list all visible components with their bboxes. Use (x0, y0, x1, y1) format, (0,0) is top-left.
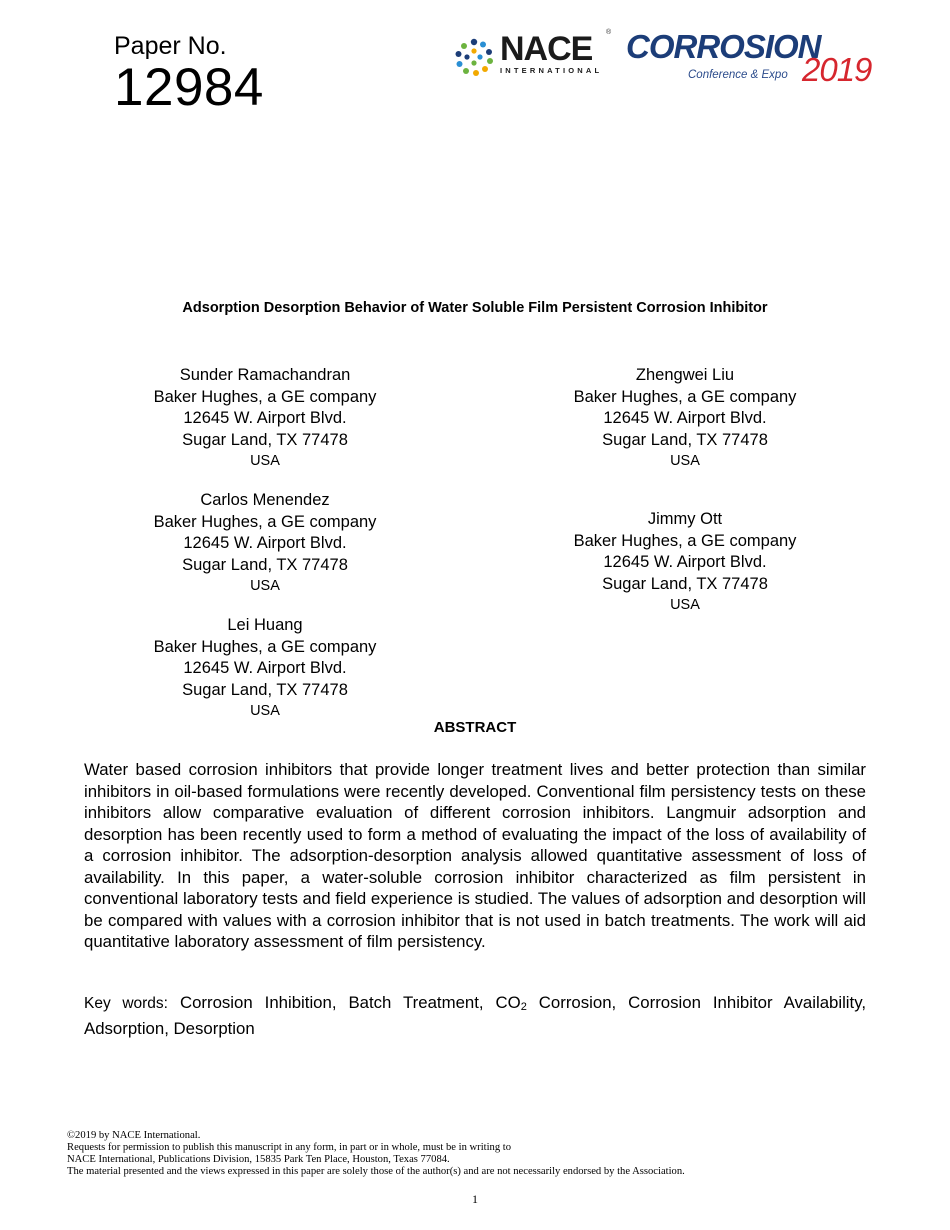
author-name: Jimmy Ott (647, 510, 723, 528)
keywords-subscript: 2 (520, 1001, 527, 1013)
author-block-ramachandran (115, 365, 415, 471)
footer-line: ©2019 by NACE International. (67, 1130, 201, 1141)
author-company: Baker Hughes, a GE company (153, 387, 377, 406)
abstract-text: Water based corrosion inhibitors that provide longer treatment lives and better protection than similar inhibitors in oil-based formulations were recently developed. Conventional film persistency tests on these inhibitors allow comparative evaluation of different corrosion inhibitors. Langmuir adsorption and desorption has been recently used to form a method of evaluating the impact of the loss of availability of a corrosion inhibitor. The adsorption-desorption analysis allowed quantitative assessment of loss of availability. In this paper, a water-soluble corrosion inhibitor characterized as film persistent in conventional laboratory tests and field experience is studied. The values of adsorption and desorption will be compared with values with a corrosion inhibitor that is not used in batch treatments. The work will aid quantitative laboratory assessment of film persistency. (84, 760, 866, 951)
author-country: USA (250, 453, 280, 469)
keywords-label: Key words: (84, 995, 168, 1012)
paper-title: Adsorption Desorption Behavior of Water Soluble Film Persistent Corrosion Inhibitor (182, 300, 768, 316)
corrosion-2019-logo (626, 30, 886, 90)
keywords-text-part2: Corrosion, Corrosion Inhibitor Availability, Adsorption, Desorption (84, 993, 867, 1038)
author-street: 12645 W. Airport Blvd. (183, 409, 347, 427)
author-city: Sugar Land, TX 77478 (602, 430, 768, 449)
footer-line: Requests for permission to publish this manuscript in any form, in part or in whole, must be in writing to (67, 1142, 512, 1153)
nace-logo-subtext: INTERNATIONAL (500, 66, 603, 75)
author-city: Sugar Land, TX 77478 (602, 574, 768, 593)
keywords-text-part1: Corrosion Inhibition, Batch Treatment, CO (179, 993, 521, 1012)
author-street: 12645 W. Airport Blvd. (183, 534, 347, 552)
paper-number-label: Paper No. (114, 32, 227, 60)
nace-logo (452, 29, 622, 79)
page-number: 1 (472, 1192, 478, 1206)
paper-number: 12984 (114, 58, 264, 117)
author-city: Sugar Land, TX 77478 (182, 555, 348, 574)
footer-line: The material presented and the views expressed in this paper are solely those of the author(s) and are not necessarily endorsed by the Association. (67, 1166, 685, 1177)
author-country: USA (250, 578, 280, 594)
author-street: 12645 W. Airport Blvd. (603, 409, 767, 427)
author-block-liu (535, 365, 835, 471)
conference-year: 2019 (802, 51, 872, 88)
author-company: Baker Hughes, a GE company (153, 637, 377, 656)
author-company: Baker Hughes, a GE company (573, 531, 797, 550)
author-country: USA (670, 597, 700, 613)
author-block-ott (535, 509, 835, 615)
author-country: USA (250, 703, 280, 719)
author-name: Carlos Menendez (200, 491, 330, 509)
author-block-huang (115, 615, 415, 721)
paper-number-block (114, 32, 264, 117)
author-block-menendez (115, 490, 415, 596)
keywords (84, 992, 866, 1040)
abstract-heading: ABSTRACT (433, 719, 517, 736)
author-street: 12645 W. Airport Blvd. (183, 659, 347, 677)
registered-mark: ® (606, 29, 612, 36)
footer-line: NACE International, Publications Division, 15835 Park Ten Place, Houston, Texas 77084. (67, 1154, 450, 1165)
author-city: Sugar Land, TX 77478 (182, 680, 348, 699)
nace-logo-text: NACE (500, 30, 593, 68)
author-city: Sugar Land, TX 77478 (182, 430, 348, 449)
author-name: Lei Huang (227, 616, 303, 634)
corrosion-logo-text: CORROSION (626, 28, 821, 65)
author-company: Baker Hughes, a GE company (573, 387, 797, 406)
conference-expo-text: Conference & Expo (688, 69, 788, 81)
nace-globe-icon (452, 35, 496, 79)
author-name: Zhengwei Liu (635, 366, 735, 384)
author-country: USA (670, 453, 700, 469)
author-street: 12645 W. Airport Blvd. (603, 553, 767, 571)
author-company: Baker Hughes, a GE company (153, 512, 377, 531)
author-name: Sunder Ramachandran (179, 366, 351, 384)
copyright-footer (67, 1130, 685, 1178)
